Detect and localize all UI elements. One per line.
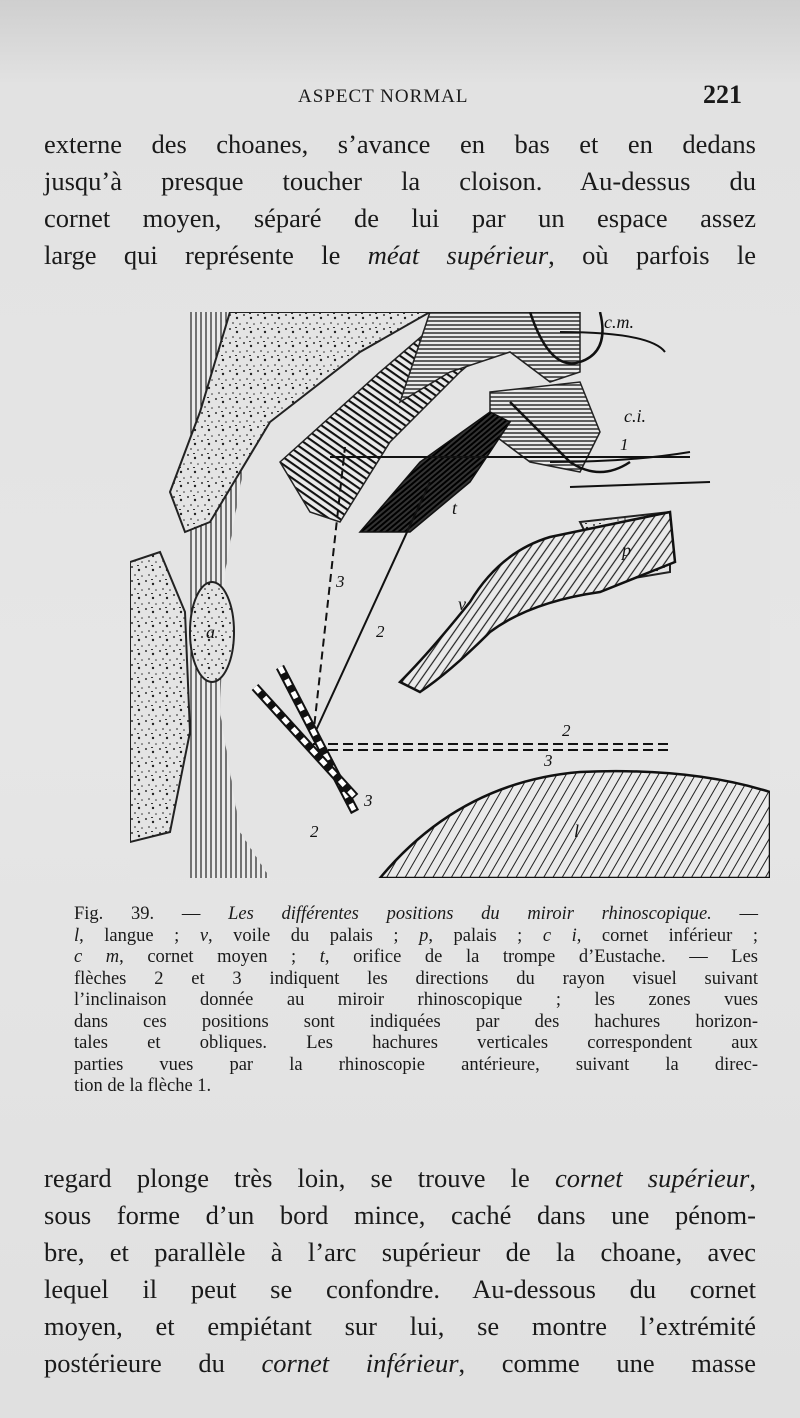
caption-line: flèches 2 et 3 indiquent les directions du rayon visuel suivant xyxy=(74,968,758,989)
running-head xyxy=(0,80,800,120)
caption-line: tales et obliques. Les hachures verticales correspondent aux xyxy=(74,1033,758,1053)
text-line: postérieure du cornet inférieur, comme une masse xyxy=(44,1348,756,1378)
label-a: a xyxy=(206,622,215,642)
caption-line: l, langue ; v, voile du palais ; p, palais ; c i, cornet inférieur ; xyxy=(74,925,759,946)
text-line: cornet moyen, séparé de lui par un espace assez xyxy=(44,203,756,233)
term-cornet-superieur: cornet supérieur xyxy=(554,1163,750,1193)
term-meat-superieur: méat supérieur xyxy=(367,240,549,270)
text-line: regard plonge très loin, se trouve le cornet supérieur, xyxy=(44,1163,756,1193)
top-paragraph xyxy=(44,126,756,274)
caption-line: tion de la flèche 1. xyxy=(74,1076,212,1096)
label-arrow-3-right: 3 xyxy=(544,751,553,770)
term-cornet-inferieur: cornet inférieur xyxy=(261,1348,459,1378)
caption-line: parties vues par la rhinoscopie antérieure, suivant la direc- xyxy=(74,1054,758,1075)
caption-line: c m, cornet moyen ; t, orifice de la trompe d’Eustache. — Les xyxy=(74,947,758,967)
text-line: sous forme d’un bord mince, caché dans une pénom- xyxy=(44,1200,756,1230)
label-arrow-1: 1 xyxy=(620,435,629,454)
label-arrow-2-top: 2 xyxy=(376,622,385,641)
label-t: t xyxy=(452,498,458,518)
label-arrow-2-right: 2 xyxy=(562,721,571,740)
text-line: externe des choanes, s’avance en bas et en dedans xyxy=(44,129,756,159)
figure-caption xyxy=(74,904,758,1098)
label-arrow-3-top: 3 xyxy=(336,572,345,591)
label-l: l xyxy=(574,821,580,841)
caption-line: dans ces positions sont indiquées par des hachures horizon- xyxy=(74,1011,758,1032)
text-line: jusqu’à presque toucher la cloison. Au-dessus du xyxy=(44,166,756,196)
text-line: large qui représente le méat supérieur, où parfois le xyxy=(44,240,756,270)
figure-39-rhinoscopy-diagram xyxy=(130,312,770,878)
text-line: moyen, et empiétant sur lui, se montre l’extrémité xyxy=(44,1311,756,1341)
bottom-paragraph xyxy=(44,1160,756,1382)
label-ci: c.i. xyxy=(624,406,646,426)
label-v: v xyxy=(458,594,466,614)
anatomical-drawing xyxy=(130,312,770,878)
page-number: 221 xyxy=(703,80,742,109)
caption-line: l’inclinaison donnée au miroir rhinoscopique ; les zones vues xyxy=(74,990,758,1010)
running-title: ASPECT NORMAL xyxy=(298,86,469,107)
label-mirror-3: 3 xyxy=(364,791,373,810)
label-cm: c.m. xyxy=(604,312,634,332)
text-line: lequel il peut se confondre. Au-dessous du cornet xyxy=(44,1274,756,1304)
text-line: bre, et parallèle à l’arc supérieur de la choane, avec xyxy=(44,1237,756,1267)
caption-line: Fig. 39. — Les différentes positions du miroir rhinoscopique. — xyxy=(74,904,758,924)
label-mirror-2: 2 xyxy=(310,822,319,841)
label-p: p xyxy=(622,540,631,560)
